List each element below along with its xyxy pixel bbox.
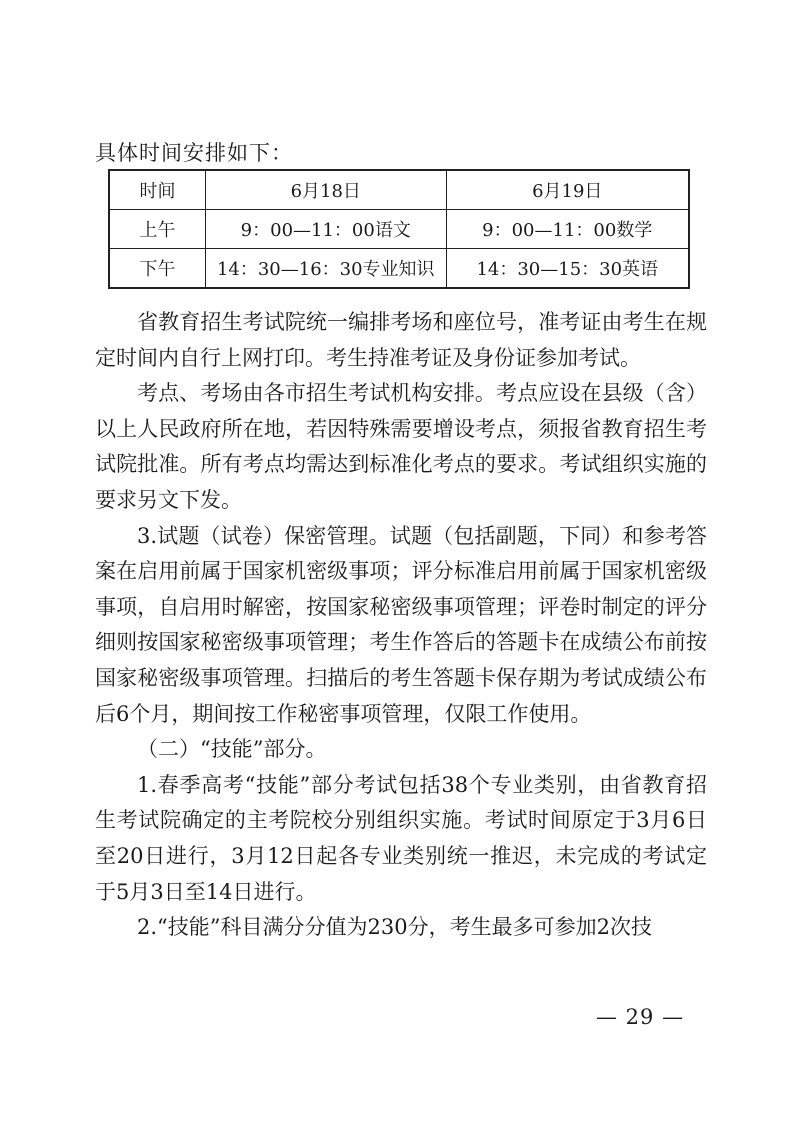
intro-line: 具体时间安排如下： <box>95 141 293 165</box>
table-cell: 上午 <box>109 210 206 249</box>
paragraph: 2.“技能”科目满分分值为230分，考生最多可参加2次技 <box>137 915 652 940</box>
table-header-row <box>109 170 689 210</box>
section-heading: （二）“技能”部分。 <box>137 737 327 762</box>
table-cell: 9：00—11：00数学 <box>446 210 689 249</box>
table-cell: 下午 <box>109 249 206 289</box>
table-row <box>109 210 689 249</box>
paragraph: 1.春季高考“技能”部分考试包括38个专业类别，由省教育招生考试院确定的主考院校分别组织实施。考试时间原定于3月6日至20日进行，3月12日起各专业类别统一推迟，未完成的考试定于5月3日至14日进行。 <box>95 772 707 904</box>
table-header-cell: 6月19日 <box>446 170 689 210</box>
body-text <box>95 305 707 946</box>
page-number: — 29 — <box>596 1005 685 1029</box>
table-row <box>109 249 689 289</box>
paragraph: 3.试题（试卷）保密管理。试题（包括副题，下同）和参考答案在启用前属于国家机密级事项；评分标准启用前属于国家机密级事项，自启用时解密，按国家秘密级事项管理；评卷时制定的评分细则按国家秘密级事项管理；考生作答后的答题卡在成绩公布前按国家秘密级事项管理。扫描后的考生答题卡保存期为考试成绩公布后6个月，期间按工作秘密事项管理，仅限工作使用。 <box>95 523 707 726</box>
table-header-cell: 6月18日 <box>206 170 446 210</box>
table-cell: 14：30—15：30英语 <box>446 249 689 289</box>
paragraph: 考点、考场由各市招生考试机构安排。考点应设在县级（含）以上人民政府所在地，若因特殊需要增设考点，须报省教育招生考试院批准。所有考点均需达到标准化考点的要求。考试组织实施的要求另文下发。 <box>95 381 707 512</box>
exam-schedule-table <box>108 169 690 289</box>
table-cell: 9：00—11：00语文 <box>206 210 446 249</box>
table-cell: 14：30—16：30专业知识 <box>206 249 446 289</box>
paragraph: 省教育招生考试院统一编排考场和座位号，准考证由考生在规定时间内自行上网打印。考生持准考证及身份证参加考试。 <box>95 310 707 370</box>
table-header-cell: 时间 <box>109 170 206 210</box>
